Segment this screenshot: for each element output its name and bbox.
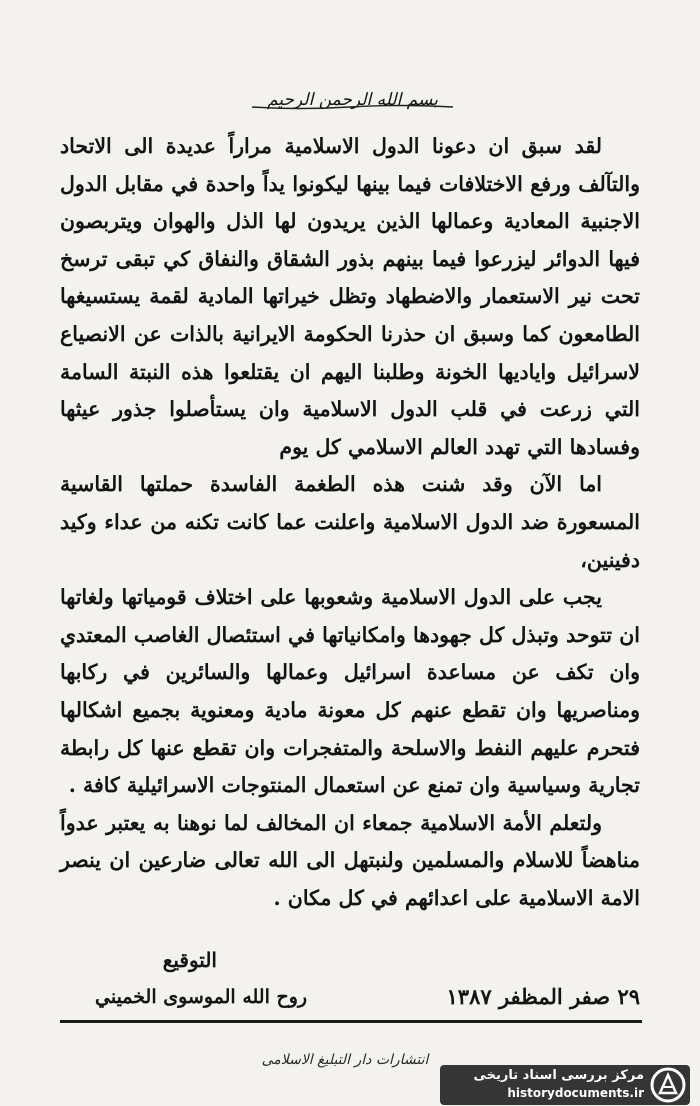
letter-body [60, 128, 640, 917]
watermark-banner [440, 1065, 690, 1105]
signatory-name: روح الله الموسوى الخميني [95, 986, 308, 1008]
watermark-url: historydocuments.ir [507, 1086, 644, 1100]
watermark-title: مرکز بررسی اسناد تاریخی [473, 1068, 644, 1083]
signature-label: التوقيع [162, 948, 217, 972]
paragraph-4: ولتعلم الأمة الاسلامية جمعاء ان المخالف لما نوهنا به يعتبر عدواً مناهضاً للاسلام والمسلمين ولنبتهل الى الله تعالى ضارعين ان ينصر الامة الاسلامية على اعدائهم في كل مكان . [60, 810, 640, 910]
letter-date: ۲۹ صفر المظفر ۱۳۸۷ [446, 984, 640, 1009]
basmala-header: بسم الله الرحمن الرحيم [267, 90, 438, 110]
paragraph-1: لقد سبق ان دعونا الدول الاسلامية مراراً عديدة الى الاتحاد والتآلف ورفع الاختلافات فيما بينها ليكونوا يداً واحدة في مقابل الدول الاجنبية المعادية وعمالها الذين يريدون لها الذل والهوان ويتربصون فيها الدوائر ليزرعوا فيما بينهم بذور الشقاق والنفاق كي تبقى ترسخ تحت نير الاستعمار والاضطهاد وتظل خيراتها المادية لقمة يستسيغها الطامعون كما وسبق ان حذرنا الحكومة الايرانية بالذات عن الانصياع لاسرائيل واياديها الخونة وطلبنا اليهم ان يقتلعوا هذه النبتة السامة التي زرعت في قلب الدول الاسلامية وان يستأصلوا جذور عيثها وفسادها التي تهدد العالم الاسلامي كل يوم [60, 134, 640, 459]
footer-divider [60, 1020, 642, 1023]
paragraph-3: يجب على الدول الاسلامية وشعوبها على اختلاف قومياتها ولغاتها ان تتوحد وتبذل كل جهودها وامكانياتها في استئصال الغاصب المعتدي وان تكف عن مساعدة اسرائيل وعمالها والسائرين في ركابها ومناصريها وان تقطع عنهم كل معونة مادية ومعنوية بجميع اشكالها فتحرم عليهم النفط والاسلحة والمتفجرات وان تقطع عنها كل رابطة تجارية وسياسية وان تمنع عن استعمال المنتوجات الاسرائيلية كافة . [60, 585, 640, 798]
basmala-underline [250, 104, 455, 110]
archive-logo-icon [650, 1067, 686, 1103]
publisher-stamp: انتشارات دار التبليغ الاسلامى [261, 1052, 429, 1068]
paragraph-2: اما الآن وقد شنت هذه الطغمة الفاسدة حملتها القاسية المسعورة ضد الدول الاسلامية واعلنت عما كانت تكنه من عداء وكيد دفينين، [60, 472, 640, 572]
